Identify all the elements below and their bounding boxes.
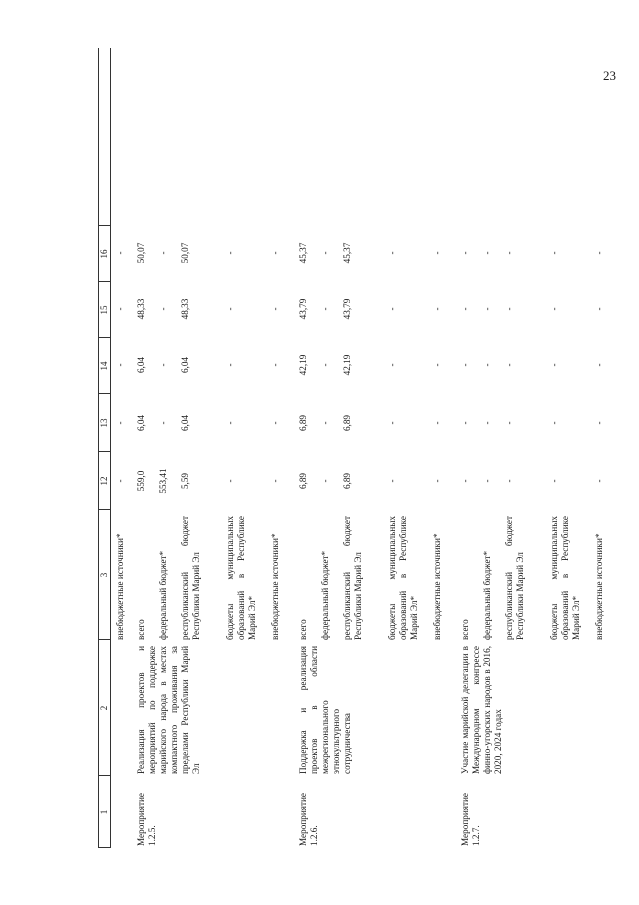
header-bottom-line: [110, 48, 111, 848]
cell-value: -: [225, 421, 235, 425]
cell-value: -: [115, 363, 125, 367]
cell-value: 45,37: [342, 242, 352, 264]
cell-value: -: [320, 363, 330, 367]
cell-value: -: [482, 363, 492, 367]
cell-value: 559,0: [136, 470, 146, 492]
cell-value: -: [432, 251, 442, 255]
cell-value: -: [225, 363, 235, 367]
cell-value: -: [387, 363, 397, 367]
cell-value: -: [432, 363, 442, 367]
measure-name: Поддержка и реализация проектов в области межрегионального этнокультурного сотрудничества: [298, 646, 352, 774]
cell-value: 6,89: [298, 472, 308, 490]
page-number: 23: [603, 68, 616, 83]
cell-value: 6,04: [136, 414, 146, 432]
column-header-13: 13: [99, 418, 109, 428]
column-header-1: 1: [99, 809, 109, 815]
cell-value: -: [549, 363, 559, 367]
measure-id: Мероприятие 1.2.7.: [460, 793, 481, 846]
cell-value: -: [549, 251, 559, 255]
source-label: внебюджетные источники*: [115, 533, 125, 640]
source-label: всего: [136, 619, 146, 640]
cell-value: -: [158, 251, 168, 255]
cell-value: 6,89: [342, 414, 352, 432]
measure-id: Мероприятие 1.2.6.: [298, 793, 319, 846]
cell-value: -: [460, 251, 470, 255]
cell-value: -: [158, 363, 168, 367]
cell-value: -: [432, 421, 442, 425]
cell-value: 48,33: [136, 298, 146, 320]
cell-value: 6,04: [136, 356, 146, 374]
cell-value: 50,07: [180, 242, 190, 264]
cell-value: -: [225, 251, 235, 255]
source-label: внебюджетные источники*: [270, 533, 280, 640]
cell-value: 553,41: [158, 468, 168, 494]
cell-value: 6,04: [180, 356, 190, 374]
cell-value: -: [432, 307, 442, 311]
cell-value: -: [504, 251, 514, 255]
cell-value: -: [482, 421, 492, 425]
measure-name: Участие марийской делегации в Международном конгрессе финно-угорских народов в 2016, 2020, 2024 годах: [460, 646, 503, 774]
source-label: федеральный бюджет*: [158, 550, 168, 640]
cell-value: -: [270, 421, 280, 425]
cell-value: -: [594, 363, 604, 367]
cell-value: -: [482, 479, 492, 483]
cell-value: -: [115, 479, 125, 483]
cell-value: -: [504, 421, 514, 425]
cell-value: -: [270, 363, 280, 367]
cell-value: -: [158, 421, 168, 425]
source-label: федеральный бюджет*: [482, 550, 492, 640]
cell-value: -: [594, 479, 604, 483]
cell-value: 43,79: [298, 298, 308, 320]
source-label: всего: [298, 619, 308, 640]
cell-value: -: [594, 251, 604, 255]
cell-value: -: [158, 307, 168, 311]
source-label: республиканский бюджет Республики Марий Эл: [504, 516, 525, 640]
source-label: бюджеты муниципальных образований в Республике Марий Эл*: [549, 516, 581, 640]
cell-value: -: [460, 479, 470, 483]
cell-value: -: [504, 479, 514, 483]
cell-value: 6,89: [342, 472, 352, 490]
cell-value: -: [594, 421, 604, 425]
cell-value: -: [115, 421, 125, 425]
cell-value: -: [482, 307, 492, 311]
cell-value: -: [387, 251, 397, 255]
source-label: федеральный бюджет*: [320, 550, 330, 640]
cell-value: -: [270, 307, 280, 311]
cell-value: 48,33: [180, 298, 190, 320]
cell-value: 6,89: [298, 414, 308, 432]
column-header-14: 14: [99, 361, 109, 371]
cell-value: -: [320, 421, 330, 425]
cell-value: -: [387, 421, 397, 425]
cell-value: -: [320, 307, 330, 311]
measure-id: Мероприятие 1.2.5.: [136, 793, 157, 846]
cell-value: 43,79: [342, 298, 352, 320]
cell-value: -: [504, 307, 514, 311]
measure-name: Реализация проектов и мероприятий по поддержке марийского народа в местах компактного проживания за пределами Республики Марий Эл: [136, 646, 201, 774]
cell-value: -: [549, 307, 559, 311]
source-label: внебюджетные источники*: [594, 533, 604, 640]
cell-value: -: [270, 251, 280, 255]
cell-value: -: [320, 479, 330, 483]
source-label: бюджеты муниципальных образований в Республике Марий Эл*: [387, 516, 419, 640]
cell-value: -: [320, 251, 330, 255]
cell-value: -: [270, 479, 280, 483]
cell-value: -: [432, 479, 442, 483]
cell-value: -: [225, 479, 235, 483]
cell-value: -: [460, 307, 470, 311]
cell-value: -: [504, 363, 514, 367]
cell-value: 45,37: [298, 242, 308, 264]
column-header-3: 3: [99, 572, 109, 578]
cell-value: -: [549, 479, 559, 483]
column-header-15: 15: [99, 305, 109, 315]
column-header-12: 12: [99, 476, 109, 486]
source-label: всего: [460, 619, 470, 640]
source-label: внебюджетные источники*: [432, 533, 442, 640]
rotated-table: [98, 48, 637, 848]
source-label: республиканский бюджет Республики Марий Эл: [342, 516, 363, 640]
cell-value: 50,07: [136, 242, 146, 264]
column-header-2: 2: [99, 705, 109, 711]
source-label: бюджеты муниципальных образований в Республике Марий Эл*: [225, 516, 257, 640]
cell-value: 5,59: [180, 472, 190, 490]
cell-value: -: [225, 307, 235, 311]
cell-value: -: [115, 251, 125, 255]
cell-value: -: [594, 307, 604, 311]
cell-value: 42,19: [298, 354, 308, 376]
cell-value: 42,19: [342, 354, 352, 376]
cell-value: -: [482, 251, 492, 255]
cell-value: -: [460, 421, 470, 425]
cell-value: -: [115, 307, 125, 311]
cell-value: -: [387, 307, 397, 311]
cell-value: -: [387, 479, 397, 483]
cell-value: -: [460, 363, 470, 367]
cell-value: 6,04: [180, 414, 190, 432]
cell-value: -: [549, 421, 559, 425]
source-label: республиканский бюджет Республики Марий Эл: [180, 516, 201, 640]
column-header-16: 16: [99, 249, 109, 259]
